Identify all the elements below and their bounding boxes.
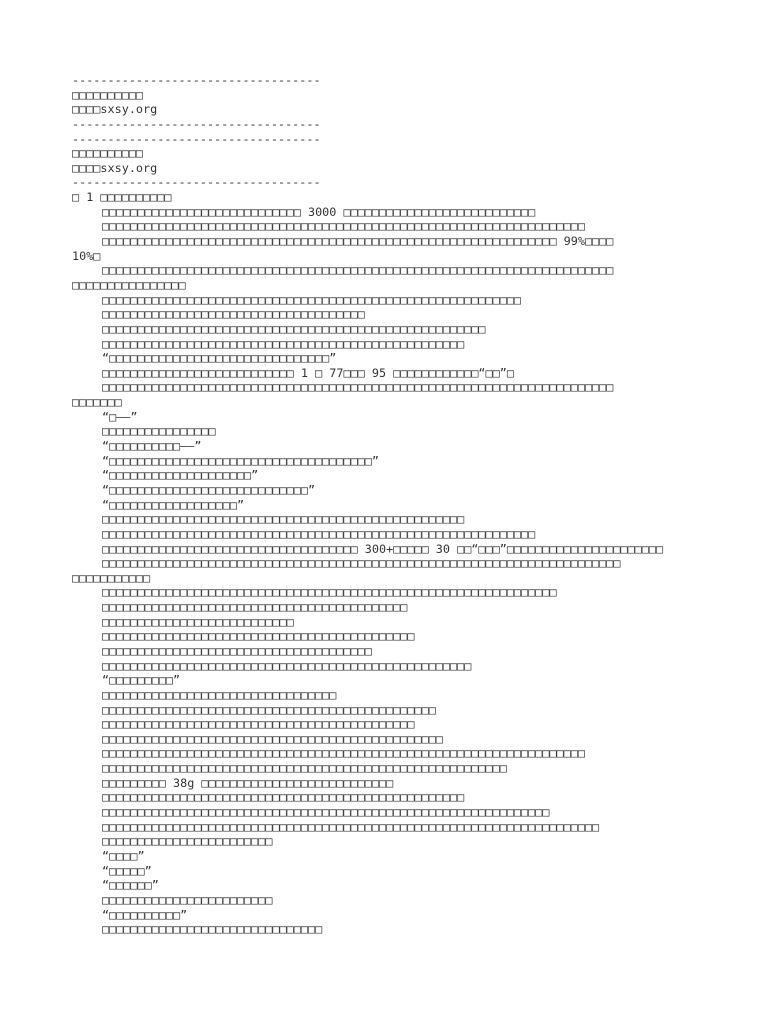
text-line: □□□□□□□□□□□□□□□□□□□□□□□□□□□	[102, 614, 294, 629]
text-line: □□□□□□□□□□□□□□□□□□□□□□□□□□□□□□□□□□□□□□□□□□□□□□□□□□□□□□□□□□□□□□□□	[102, 585, 557, 600]
separator-line: -----------------------------------	[72, 116, 321, 131]
text-line: □□□□□□□□□□□□□□□□□□□□□□□□□□□□□□□□□□□□□□□□□□□□□□□□□□□□□□	[102, 321, 486, 336]
text-line: □□□□□□□□□□□□□□□□□□□□□□□□□□□□□□□□□□□□□□□□□□□□□□□□□□□□□□□□□□□□□□□□ 99%□□□□	[102, 234, 614, 249]
text-line: □□□□□□□□□□□□□□□□□□□□□□□□□□□□□□□□□□□□□□□□□□□□□□□□	[102, 731, 443, 746]
text-line: □□□□□□□□□□□□□□□□□□□□□□□□□□□□□□□□□□□□□□□□□□□□	[102, 717, 415, 732]
text-line: □□□□□□□□□□□□□□□□□□□□□□□□□□□□□□□□□□□□□	[102, 307, 365, 322]
text-line: □□□□□□□□□□□□□□□□□□□□□□□□□□□□□□□□□□□□□□□□□□□□□□□□□□□□□□□□□□□□□□□□□□□□□□□□□	[102, 556, 621, 571]
text-line: □□□□□□□□□□□□□□□□□□□□□□□□□□□□□□□□□□□□□□□□□□□□□□□□□□□□□□□□□□□□□□□□□□□□	[102, 219, 585, 234]
text-line: □□□□□□□□□□□□□□□□□□□□□□□□□□□□□□□□□□□□□□□□□□□□	[102, 629, 415, 644]
text-line: □□□□□□□□□□□□□□□□	[72, 277, 186, 292]
text-line: □□□□□□□□□□□□□□□□□□□□□□□□□□□□□□□□□□□□□□□□□□□□□□□□□□□□□□□□□□□□□	[102, 526, 536, 541]
header-block-1	[72, 73, 712, 132]
separator-line: -----------------------------------	[72, 131, 321, 146]
text-line: “□□□□□□□□□□——”	[102, 439, 202, 454]
text-line: □□□□□□□□□□□□□□□□□□□□□□□□□□□□□□□□□□□□□□□□□□□□□□□□□□□□□□□□□□□□□□□	[102, 805, 550, 820]
separator-line: -----------------------------------	[72, 73, 321, 87]
header-title-line: □□□□□□□□□□	[72, 87, 144, 102]
text-line: □□□□□□□□□□□□□□□□□□□□□□□□□□□□□□□□□□□□□□□□□□□□□□□□□□□□□□□□□□□□□□□□□□□□□□□□	[102, 380, 614, 395]
text-line: □□□□□□□□□□□□□□□□□□□□□□□□□□□□□□□□□□□□□□□□□□□□□□□□□□□□	[102, 658, 472, 673]
separator-line: -----------------------------------	[72, 175, 321, 190]
text-line: □□□□□□□□□□□□□□□□□□□□□□□□□□□□□□□□□□□□□□□□□□□□□□□	[102, 702, 436, 717]
text-line: “□□□□□□□□□□□□□□□□□□□□□□□□□□□□□□□”	[102, 351, 337, 366]
text-line: □□□□□□□□□□□□□□□□□□□□□□□□□□□□□□□□□	[102, 687, 337, 702]
text-line: “□□□□□□□□□”	[102, 673, 181, 688]
text-line: □□□□□□□□□□□□□□□□□□□□□□□□□□□□□□□	[102, 922, 323, 937]
text-line: □□□□□□□□□□□□□□□□□□□□□□□□□□□□□□□□□□□□□□□□□□□□□□□□□□□	[102, 512, 465, 527]
text-line: “□——”	[102, 409, 138, 424]
text-line: “□□□□”	[102, 848, 145, 863]
text-line: □□□□□□□□□□□□□□□□□□□□□□□□□□□□□□□□□□□□□□□□□□□□□□□□□□□	[102, 790, 465, 805]
text-line: □□□□□□□□□□□□□□□□□□□□□□□□□□□□□□□□□□□□□□□□□□□□□□□□□□□	[102, 336, 465, 351]
text-line: □□□□□□□□□ 38g □□□□□□□□□□□□□□□□□□□□□□□□□□□	[102, 775, 394, 790]
text-line: “□□□□□□□□□□”	[102, 907, 188, 922]
text-line: □□□□□□□□□□□□□□□□□□□□□□□□□□□□□□□□□□□□□□□□□□□□□□□□□□□□□□□□□□□	[102, 292, 522, 307]
text-line: □□□□□□□□□□□□□□□□	[102, 424, 216, 439]
text-line: 10%□	[72, 248, 101, 263]
text-line: □□□□□□□□□□□□□□□□□□□□□□□□□□□□□□□□□□□□□□□□□□□	[102, 600, 408, 615]
text-line: “□□□□□□□□□□□□□□□□□□□□□□□□□□□□□□□□□□□□□”	[102, 453, 379, 468]
text-line: “□□□□□”	[102, 863, 152, 878]
text-line: □□□□□□□□□□□□□□□□□□□□□□□□□□□□□□□□□□□□ 300+□□□□□ 30 □□“□□□”□□□□□□□□□□□□□□□□□□□□□□	[102, 541, 664, 556]
text-line: “□□□□□□□□□□□□□□□□□□□□□□□□□□□□”	[102, 482, 316, 497]
text-line: □□□□□□□□□□□□□□□□□□□□□□□□	[102, 834, 273, 849]
header-title-line: □□□□□□□□□□	[72, 146, 144, 161]
text-line: □□□□□□□□□□□□□□□□□□□□□□□□□□□□□□□□□□□□□□□□□□□□□□□□□□□□□□□□□□□□□□□□□□□□□□	[102, 819, 600, 834]
chapter-heading: □ 1 □□□□□□□□□□	[72, 190, 172, 205]
text-line: □□□□□□□	[72, 395, 122, 410]
header-site-line: □□□□sxsy.org	[72, 102, 158, 117]
text-line: “□□□□□□□□□□□□□□□□□□□□”	[102, 468, 259, 483]
text-line: □□□□□□□□□□□□□□□□□□□□□□□□	[102, 892, 273, 907]
header-site-line: □□□□sxsy.org	[72, 160, 158, 175]
header-block-2	[72, 132, 712, 191]
chapter-text	[72, 205, 712, 937]
text-line: □□□□□□□□□□□□□□□□□□□□□□□□□□□ 1 □ 77□□□ 95 □□□□□□□□□□□□“□□”□	[102, 365, 514, 380]
text-line: “□□□□□□”	[102, 878, 159, 893]
text-line: □□□□□□□□□□□□□□□□□□□□□□□□□□□□□□□□□□□□□□	[102, 643, 372, 658]
document-body	[72, 73, 712, 937]
text-line: □□□□□□□□□□□□□□□□□□□□□□□□□□□□□□□□□□□□□□□□□□□□□□□□□□□□□□□□□	[102, 761, 507, 776]
text-line: “□□□□□□□□□□□□□□□□□□”	[102, 497, 245, 512]
text-line: □□□□□□□□□□□□□□□□□□□□□□□□□□□□ 3000 □□□□□□□□□□□□□□□□□□□□□□□□□□□	[102, 204, 536, 219]
text-line: □□□□□□□□□□□□□□□□□□□□□□□□□□□□□□□□□□□□□□□□□□□□□□□□□□□□□□□□□□□□□□□□□□□□□□□□	[102, 263, 614, 278]
text-line: □□□□□□□□□□□□□□□□□□□□□□□□□□□□□□□□□□□□□□□□□□□□□□□□□□□□□□□□□□□□□□□□□□□□	[102, 746, 585, 761]
text-line: □□□□□□□□□□□	[72, 570, 151, 585]
